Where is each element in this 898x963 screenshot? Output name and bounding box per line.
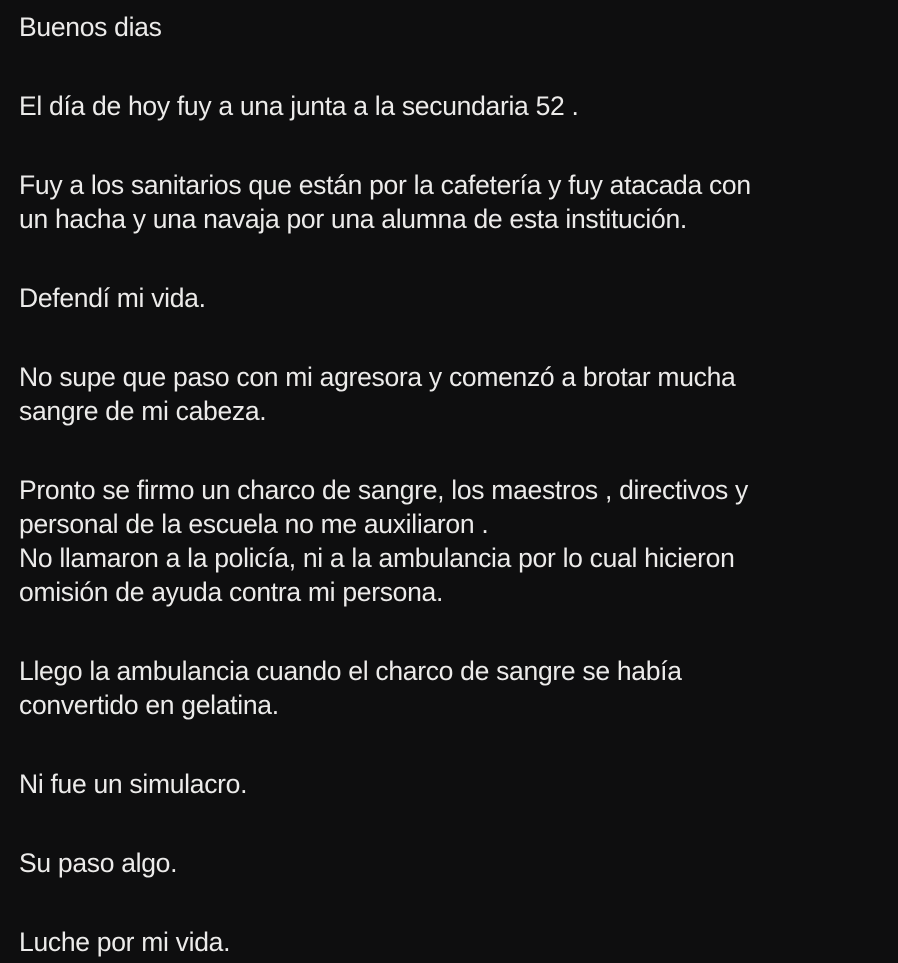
text-line: convertido en gelatina.: [19, 690, 279, 720]
text-line: El día de hoy fuy a una junta a la secundaria 52 .: [19, 91, 579, 121]
text-line: un hacha y una navaja por una alumna de esta institución.: [19, 204, 687, 234]
text-line: Buenos dias: [19, 12, 162, 42]
paragraph-aftermath: [19, 360, 891, 428]
text-line: No llamaron a la policía, ni a la ambulancia por lo cual hicieron: [19, 543, 735, 573]
text-line: Llego la ambulancia cuando el charco de sangre se había: [19, 656, 682, 686]
paragraph-greeting: [19, 10, 891, 44]
text-line: Luche por mi vida.: [19, 927, 231, 957]
paragraph-attack: [19, 168, 891, 236]
text-line: Defendí mi vida.: [19, 283, 206, 313]
paragraph-something-happened: [19, 846, 891, 880]
text-line: Pronto se firmo un charco de sangre, los maestros , directivos y: [19, 475, 749, 505]
text-line: Fuy a los sanitarios que están por la cafetería y fuy atacada con: [19, 170, 751, 200]
paragraph-no-help: [19, 473, 891, 609]
paragraph-ambulance: [19, 654, 891, 722]
text-line: sangre de mi cabeza.: [19, 396, 267, 426]
paragraph-meeting: [19, 89, 891, 123]
text-line: personal de la escuela no me auxiliaron .: [19, 509, 489, 539]
text-line: Su paso algo.: [19, 848, 178, 878]
text-line: No supe que paso con mi agresora y comenzó a brotar mucha: [19, 362, 736, 392]
paragraph-not-drill: [19, 767, 891, 801]
paragraph-fought: [19, 925, 891, 959]
text-line: omisión de ayuda contra mi persona.: [19, 577, 444, 607]
paragraph-defense: [19, 281, 891, 315]
note-body[interactable]: [19, 0, 891, 959]
text-line: Ni fue un simulacro.: [19, 769, 248, 799]
